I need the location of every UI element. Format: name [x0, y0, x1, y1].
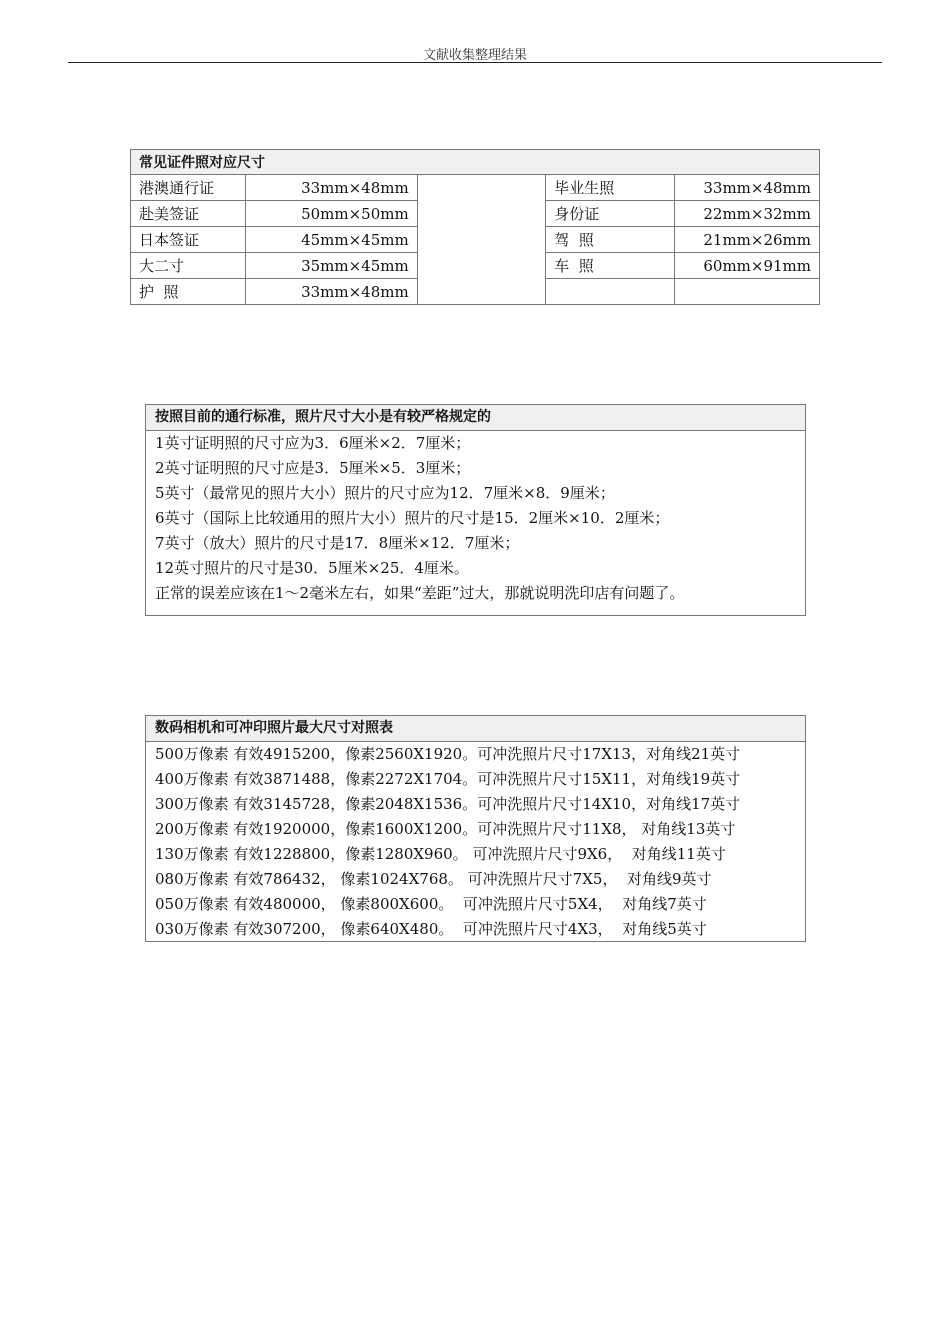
text-line: 5英寸（最常见的照片大小）照片的尺寸应为12．7厘米×8．9厘米； [155, 484, 615, 502]
box-body [146, 742, 805, 942]
cell-name: 日本签证 [131, 227, 246, 253]
text-line: 050万像素 有效480000， 像素800X600。 可冲洗照片尺寸5X4， 对角线7英寸 [155, 895, 707, 913]
cell-name [546, 279, 675, 305]
cell-name: 护 照 [131, 279, 246, 305]
table-caption: 常见证件照对应尺寸 [131, 150, 820, 175]
text-line: 500万像素 有效4915200，像素2560X1920。可冲洗照片尺寸17X13，对角线21英寸 [155, 745, 741, 763]
cell-size [675, 279, 820, 305]
photo-standard-box [145, 404, 806, 616]
cell-name: 车 照 [546, 253, 675, 279]
text-line: 1英寸证明照的尺寸应为3．6厘米×2．7厘米； [155, 434, 471, 452]
text-line: 6英寸（国际上比较通用的照片大小）照片的尺寸是15．2厘米×10．2厘米； [155, 509, 670, 527]
cell-size: 33mm×48mm [245, 175, 417, 201]
page-header-title: 文献收集整理结果 [422, 48, 527, 63]
text-line: 200万像素 有效1920000，像素1600X1200。可冲洗照片尺寸11X8， 对角线13英寸 [155, 820, 736, 838]
cell-size: 60mm×91mm [675, 253, 820, 279]
box-caption: 按照目前的通行标准，照片尺寸大小是有较严格规定的 [146, 405, 805, 431]
cell-name: 驾 照 [546, 227, 675, 253]
box-body [146, 431, 805, 606]
cell-name: 赴美签证 [131, 201, 246, 227]
text-line: 130万像素 有效1228800，像素1280X960。 可冲洗照片尺寸9X6， 对角线11英寸 [155, 845, 726, 863]
cell-name: 毕业生照 [546, 175, 675, 201]
table-row [131, 175, 820, 201]
box-caption: 数码相机和可冲印照片最大尺寸对照表 [146, 716, 805, 742]
text-line: 080万像素 有效786432， 像素1024X768。 可冲洗照片尺寸7X5， 对角线9英寸 [155, 870, 712, 888]
cell-size: 21mm×26mm [675, 227, 820, 253]
text-line: 7英寸（放大）照片的尺寸是17．8厘米×12．7厘米； [155, 534, 520, 552]
text-line: 300万像素 有效3145728，像素2048X1536。可冲洗照片尺寸14X10，对角线17英寸 [155, 795, 741, 813]
cell-size: 33mm×48mm [675, 175, 820, 201]
text-line: 正常的误差应该在1～2毫米左右，如果“差距”过大，那就说明洗印店有问题了。 [155, 584, 685, 602]
cell-size: 50mm×50mm [245, 201, 417, 227]
cell-size: 35mm×45mm [245, 253, 417, 279]
header-divider [68, 62, 882, 63]
text-line: 400万像素 有效3871488，像素2272X1704。可冲洗照片尺寸15X11，对角线19英寸 [155, 770, 741, 788]
cell-size: 22mm×32mm [675, 201, 820, 227]
cell-size: 33mm×48mm [245, 279, 417, 305]
cell-name: 身份证 [546, 201, 675, 227]
text-line: 2英寸证明照的尺寸应是3．5厘米×5．3厘米； [155, 459, 471, 477]
id-photo-size-table [130, 149, 820, 305]
cell-name: 大二寸 [131, 253, 246, 279]
camera-print-size-box [145, 715, 806, 942]
cell-size: 45mm×45mm [245, 227, 417, 253]
text-line: 030万像素 有效307200， 像素640X480。 可冲洗照片尺寸4X3， 对角线5英寸 [155, 920, 707, 938]
blank-cell [417, 175, 546, 305]
text-line: 12英寸照片的尺寸是30．5厘米×25．4厘米。 [155, 559, 469, 577]
cell-name: 港澳通行证 [131, 175, 246, 201]
